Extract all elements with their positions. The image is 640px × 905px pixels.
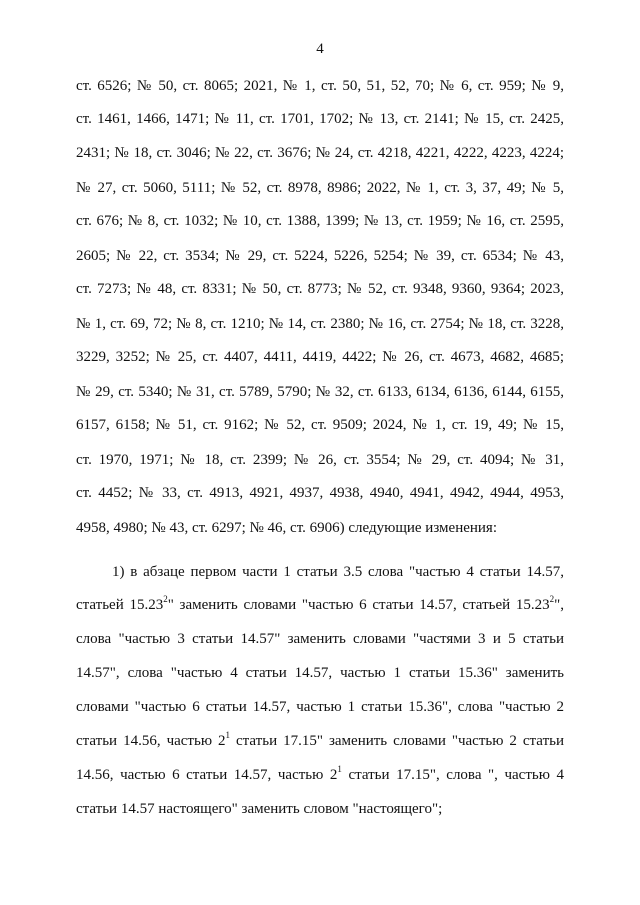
text-line <box>76 766 564 784</box>
text-segment: 14.56, частью 6 статьи 14.57, частью 2 <box>76 767 338 783</box>
text-line: ст. 676; № 8, ст. 1032; № 10, ст. 1388, 1399; № 13, ст. 1959; № 16, ст. 2595, <box>76 213 564 229</box>
text-line: 3229, 3252; № 25, ст. 4407, 4411, 4419, 4422; № 26, ст. 4673, 4682, 4685; <box>76 349 564 365</box>
text-line <box>76 596 564 614</box>
text-line: словами "частью 6 статьи 14.57, частью 1 статьи 15.36", слова "частью 2 <box>76 699 564 715</box>
text-segment: статьей 15.23 <box>76 597 164 613</box>
text-line: ст. 1461, 1466, 1471; № 11, ст. 1701, 1702; № 13, ст. 2141; № 15, ст. 2425, <box>76 111 564 127</box>
text-segment: " заменить словами "частью 6 статьи 14.57, статьей 15.23 <box>167 597 550 613</box>
text-line: 14.57", слова "частью 4 статьи 14.57, частью 1 статьи 15.36" заменить <box>76 665 564 681</box>
text-segment: статьи 14.56, частью 2 <box>76 733 226 749</box>
text-segment: статьи 17.15" заменить словами "частью 2 статьи <box>230 733 564 749</box>
page-number: 4 <box>316 41 324 57</box>
superscript: 2 <box>163 594 168 604</box>
text-line: ст. 7273; № 48, ст. 8331; № 50, ст. 8773; № 52, ст. 9348, 9360, 9364; 2023, <box>76 281 564 297</box>
superscript: 1 <box>225 730 231 740</box>
text-line: № 1, ст. 69, 72; № 8, ст. 1210; № 14, ст. 2380; № 16, ст. 2754; № 18, ст. 3228, <box>76 316 564 332</box>
text-line: 1) в абзаце первом части 1 статьи 3.5 слова "частью 4 статьи 14.57, <box>112 564 564 580</box>
text-line: ст. 4452; № 33, ст. 4913, 4921, 4937, 4938, 4940, 4941, 4942, 4944, 4953, <box>76 485 564 501</box>
text-line: 2431; № 18, ст. 3046; № 22, ст. 3676; № 24, ст. 4218, 4221, 4222, 4223, 4224; <box>76 145 564 161</box>
text-segment: ", <box>554 597 564 613</box>
text-segment: статьи 17.15", слова ", частью 4 <box>341 767 564 783</box>
text-line: 2605; № 22, ст. 3534; № 29, ст. 5224, 5226, 5254; № 39, ст. 6534; № 43, <box>76 248 564 264</box>
superscript: 1 <box>337 764 342 774</box>
superscript: 2 <box>549 594 555 604</box>
text-line: 4958, 4980; № 43, ст. 6297; № 46, ст. 6906) следующие изменения: <box>76 520 497 536</box>
text-line <box>76 732 564 750</box>
text-line: слова "частью 3 статьи 14.57" заменить словами "частями 3 и 5 статьи <box>76 631 564 647</box>
text-line: 6157, 6158; № 51, ст. 9162; № 52, ст. 9509; 2024, № 1, ст. 19, 49; № 15, <box>76 417 564 433</box>
text-line: № 29, ст. 5340; № 31, ст. 5789, 5790; № 32, ст. 6133, 6134, 6136, 6144, 6155, <box>76 384 564 400</box>
text-line: ст. 6526; № 50, ст. 8065; 2021, № 1, ст. 50, 51, 52, 70; № 6, ст. 959; № 9, <box>76 78 564 94</box>
text-line: статьи 14.57 настоящего" заменить словом "настоящего"; <box>76 801 443 817</box>
text-line: ст. 1970, 1971; № 18, ст. 2399; № 26, ст. 3554; № 29, ст. 4094; № 31, <box>76 452 564 468</box>
text-line: № 27, ст. 5060, 5111; № 52, ст. 8978, 8986; 2022, № 1, ст. 3, 37, 49; № 5, <box>76 180 564 196</box>
